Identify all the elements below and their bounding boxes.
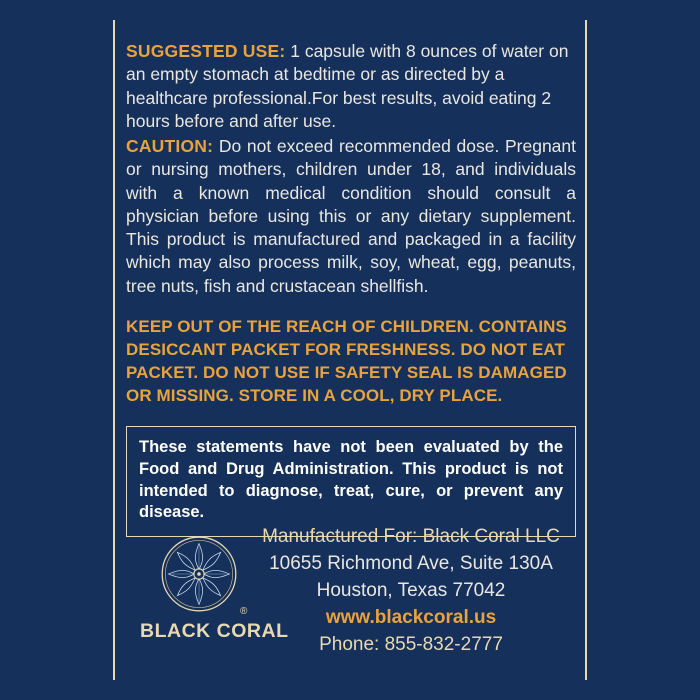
- address-line-2: Houston, Texas 77042: [316, 579, 506, 601]
- registered-trademark-icon: ®: [240, 606, 248, 617]
- caution-heading: CAUTION:: [126, 136, 214, 157]
- caution-paragraph: [126, 135, 576, 298]
- label-footer: [126, 524, 576, 674]
- manufacturer-info: [246, 524, 576, 659]
- suggested-use-body: 1 capsule with 8 ounces of water on an empty stomach at bedtime or as directed by a healthcare professional.For best results, avoid eating 2 hours before and after use.: [126, 41, 569, 131]
- suggested-use-heading: SUGGESTED USE:: [126, 41, 286, 61]
- website-url[interactable]: www.blackcoral.us: [325, 606, 497, 628]
- brand-logo: [140, 532, 289, 662]
- warning-text: KEEP OUT OF THE REACH OF CHILDREN. CONTAINS DESICCANT PACKET FOR FRESHNESS. DO NOT EAT PACKET. DO NOT USE IF SAFETY SEAL IS DAMAGED OR MISSING. STORE IN A COOL, DRY PLACE.: [126, 316, 567, 405]
- fda-disclaimer-text: These statements have not been evaluated by the Food and Drug Administration. This product is not intended to diagnose, treat, cure, or prevent any disease.: [139, 437, 563, 522]
- coral-emblem-icon: [159, 532, 239, 616]
- phone-number[interactable]: Phone: 855-832-2777: [319, 633, 503, 655]
- address-line-1: 10655 Richmond Ave, Suite 130A: [269, 552, 553, 574]
- fda-disclaimer-box: [126, 426, 576, 538]
- label-text-content: [126, 40, 576, 537]
- brand-wordmark: BLACK CORAL: [140, 620, 289, 642]
- caution-body: Do not exceed recommended dose. Pregnant or nursing mothers, children under 18, and individuals with a known medical condition should consult a physician before using this or any dietary supplement. This product is manufactured and packaged in a facility which may also process milk, soy, wheat, egg, peanuts, tree nuts, fish and crustacean shellfish.: [126, 136, 576, 296]
- suggested-use-paragraph: [126, 40, 576, 133]
- manufactured-for-line: Manufactured For: Black Coral LLC: [262, 526, 560, 547]
